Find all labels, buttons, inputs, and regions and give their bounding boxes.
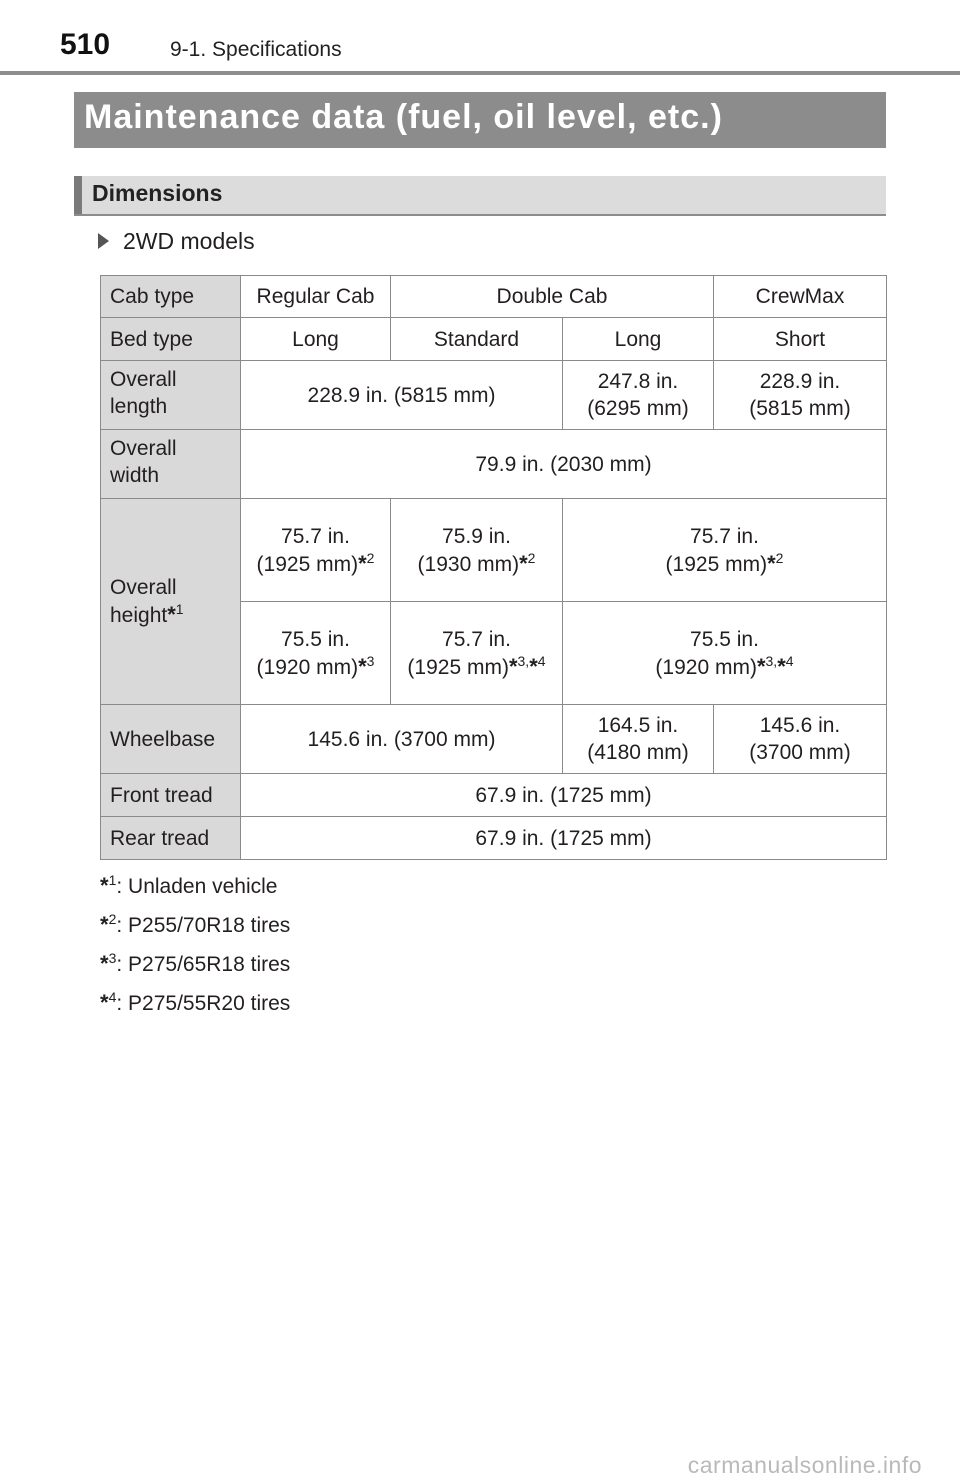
label-line: Overall [110, 437, 177, 460]
value-line: (1925 mm) [665, 552, 768, 576]
footnote-star: * [508, 653, 518, 679]
footnote-ref: 2 [527, 549, 536, 566]
cell-height-r1-c1 [241, 499, 391, 602]
cell-height-r1-c2 [391, 499, 563, 602]
footnote-text: : P275/55R20 tires [116, 992, 291, 1015]
value-line: 247.8 in. [597, 370, 679, 393]
cell-length-crewmax [714, 361, 887, 430]
page-title-bar [74, 92, 886, 148]
footnote-ref: 2 [775, 549, 784, 566]
footnotes [100, 868, 290, 1024]
value-line: 75.7 in. [281, 524, 350, 548]
cell-wheelbase-crewmax [714, 705, 887, 774]
model-label: 2WD models [123, 227, 255, 254]
footnote-ref: 3, [765, 652, 778, 669]
value-line: (1920 mm) [655, 655, 757, 679]
page-header [0, 0, 960, 76]
footnote-star: * [100, 951, 109, 976]
cell-height-r2-c3 [563, 602, 887, 705]
value-line: (5815 mm) [749, 397, 851, 420]
table-row-wheelbase [101, 705, 887, 774]
footnote-star: * [358, 550, 367, 576]
footnote-2 [100, 907, 290, 946]
value-line: 75.7 in. [442, 627, 511, 651]
value-line: (1925 mm) [256, 552, 359, 576]
row-header-front-tread: Front tread [101, 774, 241, 817]
cell-length-regular-double: 228.9 in. (5815 mm) [241, 361, 563, 430]
dimensions-table [100, 275, 887, 860]
cell-height-r2-c2 [391, 602, 563, 705]
model-heading [98, 226, 255, 256]
footnote-ref: 4 [785, 652, 794, 669]
footnote-ref: 3, [517, 652, 530, 669]
label-line: height [110, 604, 168, 627]
footnote-text: : Unladen vehicle [116, 875, 278, 898]
cell-rear-tread-all: 67.9 in. (1725 mm) [241, 817, 887, 860]
cell-cab-double: Double Cab [391, 276, 714, 318]
section-path: 9-1. Specifications [170, 38, 342, 61]
footnote-ref: 3 [366, 652, 375, 669]
cell-bed-long: Long [241, 318, 391, 361]
footnote-ref: 2 [366, 549, 375, 566]
footnote-number: 4 [108, 989, 117, 1005]
row-header-overall-length [101, 361, 241, 430]
value-line: 228.9 in. [759, 370, 841, 393]
cell-bed-long-double: Long [563, 318, 714, 361]
footnote-1 [100, 868, 290, 907]
table-row-cab-type [101, 276, 887, 318]
row-header-overall-width [101, 430, 241, 499]
value-line: 75.5 in. [690, 627, 759, 651]
subsection-title: Dimensions [92, 180, 223, 206]
footnote-star: * [756, 653, 766, 679]
label-line: Overall [110, 368, 177, 391]
row-header-overall-height [101, 499, 241, 705]
cell-width-all: 79.9 in. (2030 mm) [241, 430, 887, 499]
footnote-number: 1 [108, 872, 117, 888]
value-line: (1925 mm) [407, 655, 509, 679]
subsection-bar [74, 176, 886, 216]
table-row-bed-type [101, 318, 887, 361]
value-line: 145.6 in. [759, 714, 841, 737]
row-header-bed-type: Bed type [101, 318, 241, 361]
footnote-star: * [100, 990, 109, 1015]
cell-height-r2-c1 [241, 602, 391, 705]
label-line: width [110, 464, 160, 487]
footnote-text: : P255/70R18 tires [116, 914, 291, 937]
value-line: (4180 mm) [587, 741, 689, 764]
footnote-star: * [167, 602, 176, 627]
footnote-number: 3 [108, 950, 117, 966]
value-line: (1920 mm) [256, 655, 359, 679]
footnote-star: * [529, 653, 538, 679]
label-line: length [110, 395, 168, 418]
footnote-star: * [100, 912, 109, 937]
footnote-text: : P275/65R18 tires [116, 953, 291, 976]
value-line: 75.9 in. [442, 524, 511, 548]
row-header-cab-type: Cab type [101, 276, 241, 318]
page-number: 510 [60, 28, 111, 61]
cell-wheelbase-double-long [563, 705, 714, 774]
cell-bed-short: Short [714, 318, 887, 361]
cell-cab-regular: Regular Cab [241, 276, 391, 318]
footnote-number: 2 [108, 911, 117, 927]
footnote-star: * [100, 873, 109, 898]
row-header-wheelbase: Wheelbase [101, 705, 241, 774]
footnote-3 [100, 946, 290, 985]
value-line: 164.5 in. [597, 714, 679, 737]
table-row-rear-tread [101, 817, 887, 860]
cell-bed-standard: Standard [391, 318, 563, 361]
footnote-ref: 4 [537, 652, 546, 669]
value-line: (1930 mm) [417, 552, 520, 576]
table-row-overall-width [101, 430, 887, 499]
table-row-overall-length [101, 361, 887, 430]
page-title: Maintenance data (fuel, oil level, etc.) [84, 98, 723, 136]
footnote-star: * [777, 653, 786, 679]
table-row-overall-height-1 [101, 499, 887, 602]
value-line: (6295 mm) [587, 397, 689, 420]
table-row-front-tread [101, 774, 887, 817]
value-line: 75.5 in. [281, 627, 350, 651]
header-rule [0, 71, 960, 75]
subsection-marker [74, 176, 82, 214]
cell-cab-crewmax: CrewMax [714, 276, 887, 318]
cell-wheelbase-regular-double: 145.6 in. (3700 mm) [241, 705, 563, 774]
value-line: (3700 mm) [749, 741, 851, 764]
label-line: Overall [110, 576, 177, 599]
footnote-star: * [767, 550, 776, 576]
footnote-star: * [519, 550, 528, 576]
cell-length-double-long [563, 361, 714, 430]
watermark: carmanualsonline.info [687, 1452, 922, 1478]
footnote-star: * [358, 653, 367, 679]
cell-front-tread-all: 67.9 in. (1725 mm) [241, 774, 887, 817]
arrow-right-icon [98, 233, 109, 249]
value-line: 75.7 in. [690, 524, 759, 548]
row-header-rear-tread: Rear tread [101, 817, 241, 860]
cell-height-r1-c3 [563, 499, 887, 602]
footnote-4 [100, 985, 290, 1024]
footnote-ref: 1 [175, 601, 184, 617]
